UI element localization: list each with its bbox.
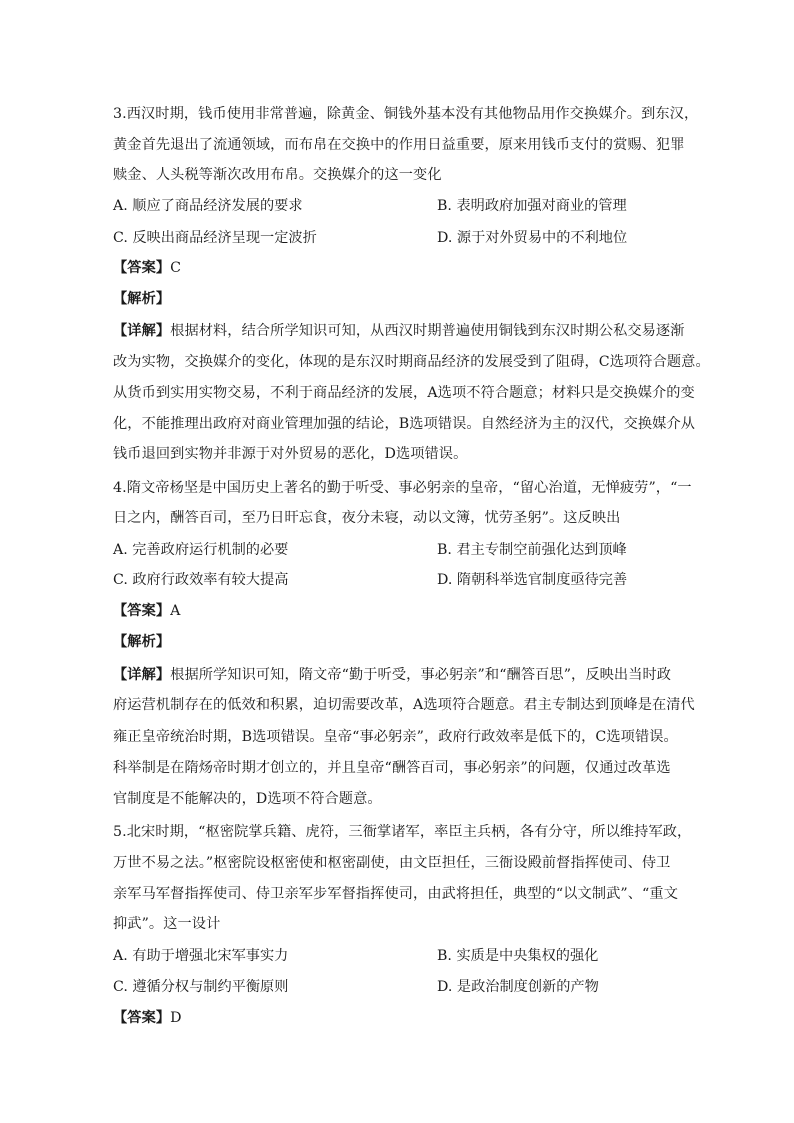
q5-option-c: C. 遵循分权与制约平衡原则 [113,979,289,995]
q4-answer-tag: 【答案】 [113,603,171,619]
q3-answer-value: C [170,260,182,276]
q5-stem-line-2: 万世不易之法。”枢密院设枢密使和枢密副使，由文臣担任，三衙设殿前督指挥使司、侍卫 [113,855,671,871]
q5-answer [113,1008,683,1028]
q3-detail-line-1 [113,321,683,341]
q4-analysis-tag: 【解析】 [113,634,171,650]
q3-answer [113,258,683,278]
q5-option-a: A. 有助于增强北宋军事实力 [113,948,289,964]
q3-detail-line-2: 改为实物，交换媒介的变化，体现的是东汉时期商品经济的发展受到了阻碍，C选项符合题意。 [113,354,710,370]
q3-answer-tag: 【答案】 [113,260,171,276]
q4-detail-line-1 [113,665,683,685]
q4-detail-text-1: 根据所学知识可知，隋文帝“勤于听受，事必躬亲”和“酬答百思”，反映出当时政 [170,667,672,683]
q4-option-b: B. 君主专制空前强化达到顶峰 [437,542,627,558]
q5-answer-tag: 【答案】 [113,1010,171,1026]
q3-option-c: C. 反映出商品经济呈现一定波折 [113,230,317,246]
q4-detail-line-5: 官制度是不能解决的，D选项不符合题意。 [113,791,382,807]
q4-stem-line-2: 日之内，酬答百司，至乃日旰忘食，夜分未寝，动以文簿，忧劳圣躬”。这反映出 [113,510,621,526]
q3-stem-line-2: 黄金首先退出了流通领域，而布帛在交换中的作用日益重要，原来用钱币支付的赏赐、犯罪 [113,137,685,153]
q4-answer-value: A [170,603,181,619]
q3-detail-line-3: 从货币到实用实物交易，不利于商品经济的发展，A选项不符合题意；材料只是交换媒介的变 [113,385,695,401]
q3-option-d: D. 源于对外贸易中的不利地位 [437,230,628,246]
q3-detail-tag: 【详解】 [113,323,171,339]
q5-option-d: D. 是政治制度创新的产物 [437,979,599,995]
q5-stem-line-3: 亲军马军督指挥使司、侍卫亲军步军督指挥使司，由武将担任，典型的“以文制武”、“重文 [113,886,678,902]
q5-stem-line-4: 抑武”。这一设计 [113,916,221,932]
q5-answer-value: D [170,1010,182,1026]
q4-detail-line-4: 科举制是在隋炀帝时期才创立的，并且皇帝“酬答百司，事必躬亲”的问题，仅通过改革选 [113,760,671,776]
q4-option-a: A. 完善政府运行机制的必要 [113,542,289,558]
q4-detail-line-3: 雍正皇帝统治时期，B选项错误。皇帝“事必躬亲”，政府行政效率是低下的，C选项错误。 [113,729,678,745]
q3-detail-line-5: 钱币退回到实物并非源于对外贸易的恶化，D选项错误。 [113,446,468,462]
q3-analysis-heading [113,289,683,309]
q3-stem-line-3: 赎金、人头税等渐次改用布帛。交换媒介的这一变化 [113,167,442,183]
q4-option-d: D. 隋朝科举选官制度亟待完善 [437,572,628,588]
q3-detail-text-1: 根据材料，结合所学知识可知，从西汉时期普遍使用铜钱到东汉时期公私交易逐渐 [170,323,685,339]
q3-option-b: B. 表明政府加强对商业的管理 [437,198,627,214]
q3-option-a: A. 顺应了商品经济发展的要求 [113,198,303,214]
q3-stem-line-1: 3.西汉时期，钱币使用非常普遍，除黄金、铜钱外基本没有其他物品用作交换媒介。到东汉， [113,106,699,122]
q3-analysis-tag: 【解析】 [113,291,171,307]
q4-stem-line-1: 4.隋文帝杨坚是中国历史上著名的勤于听受、事必躬亲的皇帝，“留心治道，无惮疲劳”，“一 [113,480,692,496]
q4-analysis-heading [113,632,683,652]
q4-option-c: C. 政府行政效率有较大提高 [113,572,289,588]
q4-answer [113,601,683,621]
q5-stem-line-1: 5.北宋时期，“枢密院掌兵籍、虎符，三衙掌诸军，率臣主兵柄，各有分守，所以维持军政， [113,824,692,840]
q3-detail-line-4: 化，不能推理出政府对商业管理加强的结论，B选项错误。自然经济为主的汉代，交换媒介从 [113,416,696,432]
q4-detail-tag: 【详解】 [113,667,171,683]
q5-option-b: B. 实质是中央集权的强化 [437,948,599,964]
q4-detail-line-2: 府运营机制存在的低效和积累，迫切需要改革，A选项符合题意。君主专制达到顶峰是在清代 [113,697,695,713]
